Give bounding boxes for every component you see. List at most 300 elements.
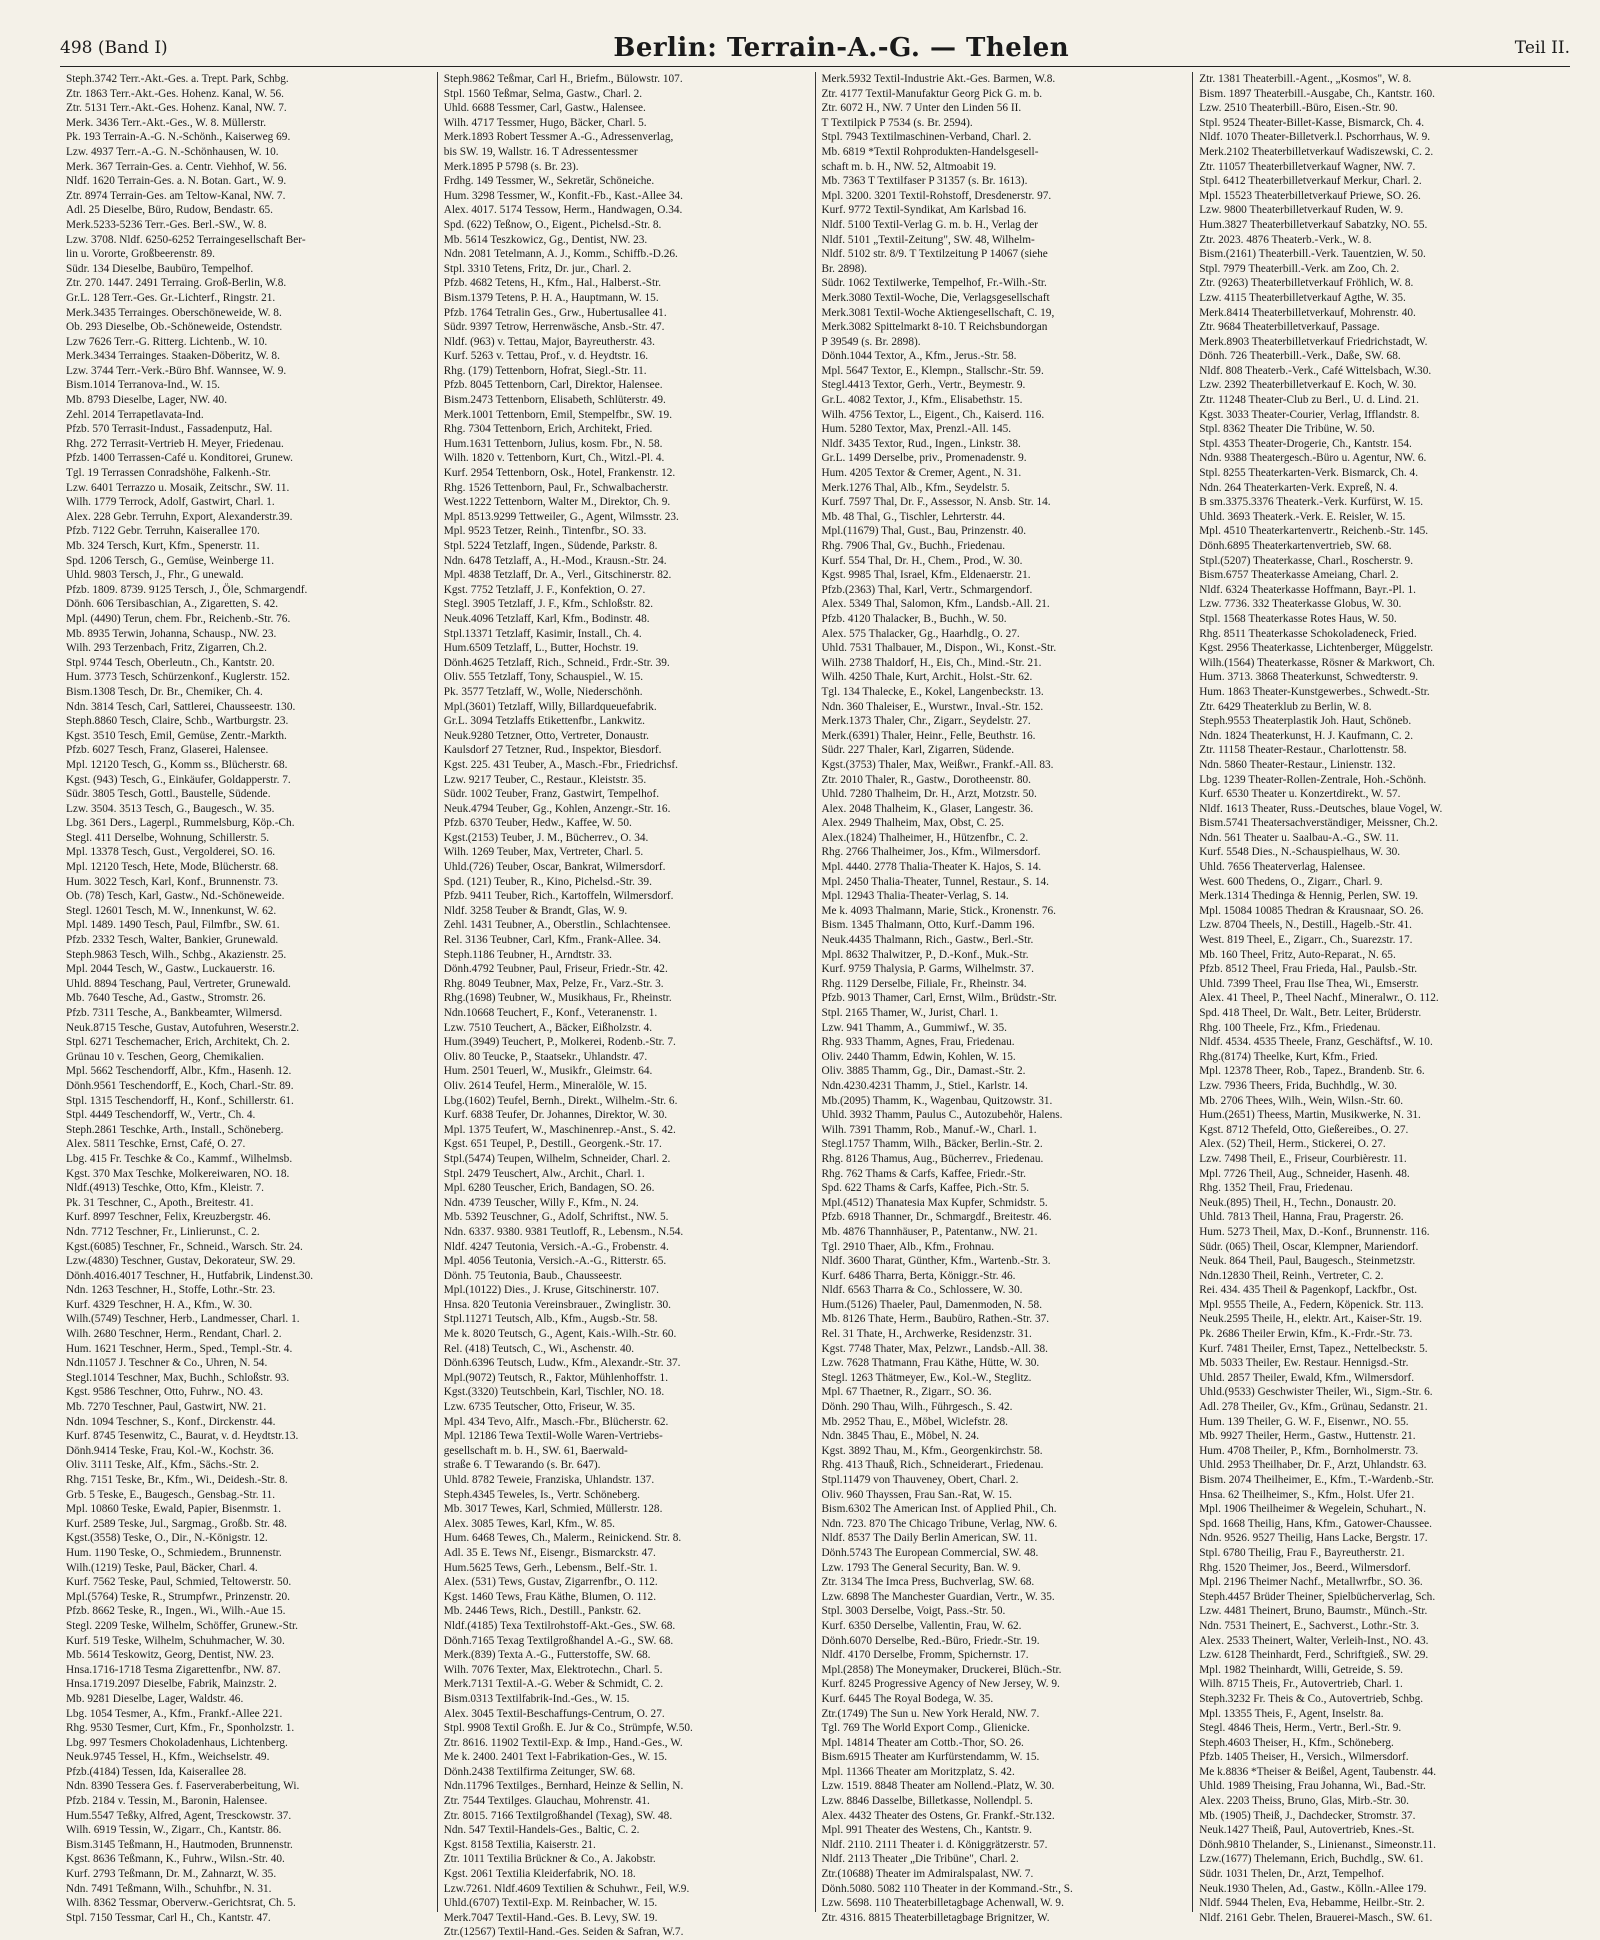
directory-entry: Stpl.(5207) Theaterkasse, Charl., Roscherstr. 9.	[1199, 554, 1414, 567]
directory-entry: Zehl. 2014 Terrapetlavata-Ind.	[66, 408, 204, 421]
directory-entry: Ztr. 1011 Textilia Brückner & Co., A. Jakobstr.	[443, 1853, 656, 1866]
directory-column-4	[1193, 72, 1570, 1924]
directory-entry: Rhg.(1698) Teubner, W., Musikhaus, Fr., Rheinstr.	[443, 992, 672, 1005]
directory-entry: Lzw. 8704 Theels, N., Destill., Hagelb.-Str. 41.	[1199, 919, 1412, 932]
directory-entry: straße 6. T Tewarando (s. Br. 647).	[443, 1459, 601, 1472]
directory-entry: Alex. 41 Theel, P., Theel Nachf., Mineralwr., O. 112.	[1199, 992, 1439, 1005]
directory-entry: Stegl.1757 Thamm, Wilh., Bäcker, Berlin.-Str. 2.	[821, 1138, 1043, 1151]
directory-entry: Lzw. 8846 Dasselbe, Billetkasse, Nollendpl. 5.	[821, 1795, 1033, 1808]
directory-entry: Uhld. 6688 Tessmer, Carl, Gastw., Halensee.	[443, 102, 646, 115]
directory-entry: Neuk.2595 Theile, H., elektr. Art., Kaiser-Str. 19.	[1199, 1313, 1422, 1326]
directory-entry: Mpl. 4056 Teutonia, Versich.-A.-G., Ritterstr. 65.	[443, 1255, 667, 1268]
directory-entry: Nldf. 2110. 2111 Theater i. d. Königgrätzerstr. 57.	[821, 1838, 1048, 1851]
directory-entry: Steph.3742 Terr.-Akt.-Ges. a. Trept. Park, Schbg.	[66, 73, 289, 85]
directory-entry: Ndn. 264 Theaterkarten-Verk. Expreß, N. 4.	[1199, 481, 1398, 494]
directory-entry: Dönh.2438 Textilfirma Zeitunger, SW. 68.	[443, 1765, 636, 1778]
directory-entry: Rhg. 7151 Teske, Br., Kfm., Wi., Deidesh.-Str. 8.	[66, 1474, 288, 1486]
directory-entry: Pfzb. 8512 Theel, Frau Frieda, Hal., Paulsb.-Str.	[1199, 963, 1418, 976]
directory-entry: Mpl. 12186 Tewa Textil-Wolle Waren-Vertriebs-	[443, 1430, 663, 1443]
directory-entry: Rhg. 7304 Tettenborn, Erich, Architekt, Fried.	[443, 423, 653, 436]
directory-entry: Mb. 4876 Thannhäuser, P., Patentanw., NW. 21.	[821, 1225, 1038, 1238]
directory-entry: Pfzb. 4120 Thalacker, B., Buchh., W. 50.	[821, 612, 1007, 625]
directory-entry: Hnsa.1719.2097 Dieselbe, Fabrik, Mainzstr. 2.	[66, 1678, 277, 1691]
directory-entry: bis SW. 19, Wallstr. 16. T Adressentessmer	[443, 145, 638, 158]
directory-entry: Uhld. 2857 Theiler, Ewald, Kfm., Wilmersdorf.	[1199, 1371, 1415, 1384]
directory-entry: Bism.3145 Teßmann, H., Hautmoden, Brunnenstr.	[66, 1838, 293, 1851]
directory-entry: Lzw. 2392 Theaterbilletverkauf E. Koch, W. 30.	[1199, 379, 1417, 392]
directory-entry: Hum. 1190 Teske, O., Schmiedem., Brunnenstr.	[66, 1546, 282, 1559]
directory-entry: Alex. 2048 Thalheim, K., Glaser, Langestr. 36.	[821, 802, 1034, 815]
directory-entry: Kurf. 9772 Textil-Syndikat, Am Karlsbad 16.	[821, 204, 1027, 217]
directory-entry: Uhld. 7813 Theil, Hanna, Frau, Pragerstr. 26.	[1199, 1211, 1404, 1224]
directory-entry: Hum. 139 Theiler, G. W. F., Eisenwr., NO. 55.	[1199, 1415, 1409, 1428]
directory-entry: Kurf. 8745 Tesenwitz, C., Baurat, v. d. Heydtstr.13.	[66, 1430, 299, 1443]
directory-entry: Pk. 2686 Theiler Erwin, Kfm., K.-Frdr.-Str. 73.	[1199, 1328, 1413, 1341]
directory-entry: Steph.4603 Theiser, H., Kfm., Schöneberg.	[1199, 1736, 1394, 1749]
directory-entry: Steph.2861 Teschke, Arth., Install., Schöneberg.	[66, 1123, 284, 1136]
directory-entry: Mpl. 12120 Tesch, G., Komm ss., Blücherstr. 68.	[66, 758, 288, 771]
directory-entry: Ztr. 3134 The Imca Press, Buchverlag, SW. 68.	[821, 1576, 1035, 1589]
directory-entry: Lzw. 6735 Teutscher, Otto, Friseur, W. 35.	[443, 1401, 636, 1414]
directory-entry: Ndn. 6478 Tetzlaff, A., H.-Mod., Krausn.-Str. 24.	[443, 554, 667, 567]
directory-entry: Steph.4345 Teweles, Is., Vertr. Schöneberg.	[443, 1488, 640, 1501]
directory-entry: Ndn. 3814 Tesch, Carl, Sattlerei, Chausseestr. 130.	[66, 700, 296, 713]
directory-entry: Merk.(6391) Thaler, Heinr., Felle, Beuthstr. 16.	[821, 729, 1036, 742]
directory-entry: Hum.(3949) Teuchert, P., Molkerei, Rodenb.-Str. 7.	[443, 1036, 676, 1049]
directory-entry: Mpl. 991 Theater des Westens, Ch., Kantstr. 9.	[821, 1824, 1032, 1837]
page-volume-ref: 498 (Band I)	[60, 38, 168, 58]
directory-entry: Südr. 9397 Tetrow, Herrenwäsche, Ansb.-Str. 47.	[443, 321, 665, 334]
directory-entry: B sm.3375.3376 Theaterk.-Verk. Kurfürst, W. 15.	[1199, 496, 1424, 509]
directory-entry: Pfzb. 4682 Tetens, H., Kfm., Hal., Halberst.-Str.	[443, 277, 662, 290]
directory-entry: Nldf. (963) v. Tettau, Major, Bayreutherstr. 43.	[443, 335, 655, 348]
directory-entry: Kurf. 9759 Thalysia, P. Garms, Wilhelmstr. 37.	[821, 963, 1034, 976]
directory-entry: Alex. (52) Theil, Herm., Stickerei, O. 27.	[1199, 1138, 1386, 1151]
directory-entry: Lzw. 6898 The Manchester Guardian, Vertr., W. 35.	[821, 1590, 1055, 1603]
directory-entry: Dönh.6070 Derselbe, Red.-Büro, Friedr.-Str. 19.	[821, 1634, 1040, 1647]
directory-entry: Kaulsdorf 27 Tetzner, Rud., Inspektor, Biesdorf.	[443, 744, 662, 757]
directory-entry: Ob. 293 Dieselbe, Ob.-Schöneweide, Ostendstr.	[66, 321, 283, 334]
directory-entry: Kurf. 8997 Teschner, Felix, Kreuzbergstr. 46.	[66, 1211, 271, 1224]
directory-entry: Dönh.5743 The European Commercial, SW. 48.	[821, 1546, 1039, 1559]
directory-entry: Kgst. 370 Max Teschke, Molkereiwaren, NO. 18.	[66, 1167, 290, 1180]
directory-entry: Wilh. 4756 Textor, L., Eigent., Ch., Kaiserd. 116.	[821, 408, 1045, 421]
directory-entry: Ndn.10668 Teuchert, F., Konf., Veteranenstr. 1.	[443, 1007, 658, 1019]
directory-entry: Kgst. 2061 Textilia Kleiderfabrik, NO. 18.	[443, 1868, 636, 1881]
directory-entry: Dönh.9561 Teschendorff, E., Koch, Charl.-Str. 89.	[66, 1079, 294, 1092]
directory-entry: Rhg. 8126 Thamus, Aug., Bücherrev., Friedenau.	[821, 1152, 1044, 1165]
directory-entry: Kurf. 5263 v. Tettau, Prof., v. d. Heydtstr. 16.	[443, 350, 649, 363]
directory-entry: Mpl. 1489. 1490 Tesch, Paul, Filmfbr., SW. 61.	[66, 919, 280, 932]
directory-entry: Wilh. 2680 Teschner, Herm., Rendant, Charl. 2.	[66, 1328, 282, 1341]
directory-entry: Südr. 1062 Textilwerke, Tempelhof, Fr.-Wilh.-Str.	[821, 277, 1047, 290]
directory-entry: Mb. 7270 Teschner, Paul, Gastwirt, NW. 21.	[66, 1401, 267, 1414]
directory-entry: Lzw. 7936 Theers, Frida, Buchhdlg., W. 30.	[1199, 1079, 1397, 1092]
directory-entry: Wilh. 7391 Thamm, Rob., Manuf.-W., Charl. 1.	[821, 1123, 1037, 1136]
directory-entry: Stpl. 9744 Tesch, Oberleutn., Ch., Kantstr. 20.	[66, 656, 275, 669]
directory-entry: Lbg.(1602) Teufel, Bernh., Direkt., Wilhelm.-Str. 6.	[443, 1094, 678, 1107]
directory-entry: Lzw. 4481 Theinert, Bruno, Baumstr., Münch.-Str.	[1199, 1605, 1428, 1618]
directory-entry: Stpl.13371 Tetzlaff, Kasimir, Install., Ch. 4.	[443, 627, 642, 640]
directory-entry: Lzw. 941 Thamm, A., Gummiwf., W. 35.	[821, 1021, 1007, 1034]
directory-entry: Me k. 2400. 2401 Text l-Fabrikation-Ges., W. 15.	[443, 1751, 668, 1764]
directory-entry: Dönh.6895 Theaterkartenvertrieb, SW. 68.	[1199, 540, 1392, 552]
directory-entry: Ndn. 5860 Theater-Restaur., Linienstr. 132.	[1199, 758, 1396, 771]
directory-entry: Mb. 160 Theel, Fritz, Auto-Reparat., N. 65.	[1199, 948, 1396, 961]
directory-entry: Lbg. 361 Ders., Lagerpl., Rummelsburg, Köp.-Ch.	[66, 817, 295, 830]
directory-entry: Uhld. 3932 Thamm, Paulus C., Autozubehör, Halens.	[821, 1109, 1063, 1122]
directory-entry: Kgst.(3320) Teutschbein, Karl, Tischler, NO. 18.	[443, 1386, 665, 1399]
directory-entry: Rhg. 1352 Theil, Frau, Friedenau.	[1199, 1182, 1353, 1195]
directory-entry: Tgl. 2910 Thaer, Alb., Kfm., Frohnau.	[821, 1240, 995, 1253]
directory-entry: Kurf. 2793 Teßmann, Dr. M., Zahnarzt, W. 35.	[66, 1868, 277, 1881]
directory-entry: Wilh. 1269 Teuber, Max, Vertreter, Charl. 5.	[443, 846, 644, 859]
directory-entry: Alex. 5349 Thal, Salomon, Kfm., Landsb.-All. 21.	[821, 598, 1050, 611]
directory-entry: Lzw.(4830) Teschner, Gustav, Dekorateur, SW. 29.	[66, 1255, 296, 1268]
directory-entry: Merk.7131 Textil-A.-G. Weber & Schmidt, C. 2.	[443, 1678, 664, 1691]
directory-entry: Merk.1373 Thaler, Chr., Zigarr., Seydelstr. 27.	[821, 715, 1031, 728]
directory-entry: Kgst. 2956 Theaterkasse, Lichtenberger, Müggelstr.	[1199, 642, 1434, 655]
directory-entry: Mpl. 12120 Tesch, Hete, Mode, Blücherstr. 68.	[66, 861, 279, 874]
directory-entry: Mpl. 15523 Theaterbilletverkauf Priewe, SO. 26.	[1199, 189, 1421, 202]
directory-column-3	[816, 72, 1194, 1924]
directory-entry: Kurf. 6530 Theater u. Konzertdirekt., W. 57.	[1199, 788, 1401, 801]
directory-entry: Kgst.(3558) Teske, O., Dir., N.-Königstr. 12.	[66, 1532, 268, 1545]
directory-entry: Mb. 8935 Terwin, Johanna, Schausp., NW. 23.	[66, 627, 277, 640]
directory-entry: Lzw.(1677) Thelemann, Erich, Buchdlg., SW. 61.	[1199, 1853, 1424, 1866]
directory-entry: Bism.1379 Tetens, P. H. A., Hauptmann, W. 15.	[443, 291, 659, 304]
directory-entry: Mb. 9281 Dieselbe, Lager, Waldstr. 46.	[66, 1692, 244, 1705]
directory-entry: Ztr. 1381 Theaterbill.-Agent., „Kosmos", W. 8.	[1199, 73, 1412, 85]
directory-entry: Kgst. 225. 431 Teuber, A., Masch.-Fbr., Friedrichsf.	[443, 758, 678, 771]
directory-entry: Uhld.(9533) Geschwister Theiler, Wi., Sigm.-Str. 6.	[1199, 1386, 1433, 1399]
directory-entry: Merk.1893 Robert Tessmer A.-G., Adressenverlag,	[443, 131, 674, 144]
directory-entry: Merk.5233-5236 Terr.-Ges. Berl.-SW., W. 8.	[66, 218, 267, 231]
directory-entry: Mpl. 4440. 2778 Thalia-Theater K. Hajos, S. 14.	[821, 861, 1042, 874]
directory-entry: Mpl. 4510 Theaterkartenvertr., Reichenb.-Str. 145.	[1199, 525, 1429, 538]
directory-entry: Ndn. 1824 Theaterkunst, H. J. Kaufmann, C. 2.	[1199, 729, 1414, 742]
directory-entry: Wilh. 8715 Theis, Fr., Autovertrieb, Charl. 1.	[1199, 1678, 1403, 1691]
directory-entry: Alex. 228 Gebr. Terruhn, Export, Alexanderstr.39.	[66, 510, 293, 523]
directory-entry: Ndn. 547 Textil-Handels-Ges., Baltic, C. 2.	[443, 1824, 640, 1837]
directory-entry: Mpl. 3200. 3201 Textil-Rohstoff, Dresdenerstr. 97.	[821, 189, 1052, 202]
directory-entry: Rhg. 933 Thamm, Agnes, Frau, Friedenau.	[821, 1036, 1015, 1049]
directory-entry: Stpl. 1315 Teschendorff, H., Konf., Schillerstr. 61.	[66, 1094, 294, 1107]
directory-entry: Hum. 5280 Textor, Max, Prenzl.-All. 145.	[821, 423, 1012, 436]
directory-entry: Rhg. 2766 Thalheimer, Jos., Kfm., Wilmersdorf.	[821, 846, 1041, 859]
directory-entry: Dönh. 290 Thau, Wilh., Führgesch., S. 42.	[821, 1401, 1013, 1414]
directory-entry: Lzw. 7510 Teuchert, A., Bäcker, Eißholzstr. 4.	[443, 1021, 653, 1034]
directory-entry: Stpl. 7979 Theaterbill.-Verk. am Zoo, Ch. 2.	[1199, 262, 1400, 275]
directory-entry: Pfzb. 1400 Terrassen-Café u. Konditorei, Grunew.	[66, 452, 293, 465]
directory-entry: Kurf. 4329 Teschner, H. A., Kfm., W. 30.	[66, 1298, 253, 1311]
directory-entry: Spd. (121) Teuber, R., Kino, Pichelsd.-Str. 39.	[443, 875, 652, 888]
directory-entry: Hum. 4708 Theiler, P., Kfm., Bornholmerstr. 73.	[1199, 1444, 1419, 1457]
directory-entry: Dönh.9810 Thelander, S., Linienanst., Simeonstr.11.	[1199, 1838, 1437, 1851]
directory-entry: Nldf. 4170 Derselbe, Fromm, Spichernstr. 17.	[821, 1649, 1029, 1662]
directory-entry: Rhg. 1129 Derselbe, Filiale, Fr., Rheinstr. 34.	[821, 977, 1027, 990]
directory-entry: Spd. (622) Teßnow, O., Eigent., Pichelsd.-Str. 8.	[443, 218, 662, 231]
directory-entry: Neuk.(895) Theil, H., Techn., Donaustr. 20.	[1199, 1196, 1397, 1209]
directory-entry: Stpl.11271 Teutsch, Alb., Kfm., Augsb.-Str. 58.	[443, 1313, 658, 1326]
directory-entry: Mpl. 2450 Thalia-Theater, Tunnel, Restaur., S. 14.	[821, 875, 1049, 888]
directory-entry: lin u. Vororte, Großbeerenstr. 89.	[66, 248, 215, 261]
directory-entry: Mb. 5614 Teskowitz, Georg, Dentist, NW. 23.	[66, 1649, 274, 1662]
directory-entry: Pfzb. 1405 Theiser, H., Versich., Wilmersdorf.	[1199, 1751, 1409, 1764]
directory-entry: Ob. (78) Tesch, Karl, Gastw., Nd.-Schöneweide.	[66, 890, 285, 903]
directory-entry: Nldf. 808 Theaterb.-Verk., Café Wittelsbach, W.30.	[1199, 364, 1432, 377]
directory-entry: Mpl.(10122) Dies., J. Kruse, Gitschinerstr. 107.	[443, 1284, 659, 1297]
directory-entry: Kurf. 6838 Teufer, Dr. Johannes, Direktor, W. 30.	[443, 1109, 668, 1122]
directory-entry: Lzw. 3708. Nldf. 6250-6252 Terraingesellschaft Ber-	[66, 233, 306, 246]
directory-entry: Oliv. 960 Thayssen, Frau San.-Rat, W. 15.	[821, 1488, 1012, 1501]
directory-entry: Alex.(1824) Thalheimer, H., Hützenfbr., C. 2.	[821, 831, 1029, 844]
directory-entry: Hnsa. 820 Teutonia Vereinsbrauer., Zwinglistr. 30.	[443, 1298, 671, 1311]
directory-entry: Hum. 5273 Theil, Max, D.-Konf., Brunnenstr. 116.	[1199, 1225, 1430, 1238]
directory-entry: Kurf. 6350 Derselbe, Vallentin, Frau, W. 62.	[821, 1619, 1022, 1632]
directory-entry: Hum.3827 Theaterbilletverkauf Sabatzky, NO. 55.	[1199, 218, 1428, 231]
directory-entry: Adl. 278 Theiler, Gv., Kfm., Grünau, Sedanstr. 21.	[1199, 1401, 1428, 1414]
directory-entry: Steph.1186 Teubner, H., Arndtstr. 33.	[443, 948, 612, 961]
directory-entry: Hum.1631 Tettenborn, Julius, kosm. Fbr., N. 58.	[443, 437, 663, 450]
directory-entry: Lzw. 5698. 110 Theaterbilletagbage Achenwall, W. 9.	[821, 1897, 1064, 1910]
directory-entry: Neuk.8715 Tesche, Gustav, Autofuhren, Weserstr.2.	[66, 1021, 300, 1034]
directory-entry: Nldf. 6563 Tharra & Co., Schlossere, W. 30.	[821, 1284, 1023, 1297]
directory-entry: Rhg. 1520 Theimer, Jos., Beerd., Wilmersdorf.	[1199, 1561, 1411, 1574]
directory-entry: Uhld.(726) Teuber, Oscar, Bankrat, Wilmersdorf.	[443, 861, 666, 874]
directory-entry: Ztr. 270. 1447. 2491 Terraing. Groß-Berlin, W.8.	[66, 277, 287, 290]
directory-entry: Alex. 3045 Textil-Beschaffungs-Centrum, O. 27.	[443, 1707, 665, 1720]
directory-entry: Uhld. 7531 Thalbauer, M., Dispon., Wi., Konst.-Str.	[821, 642, 1057, 655]
directory-entry: Merk.3082 Spittelmarkt 8-10. T Reichsbundorgan	[821, 321, 1048, 334]
directory-entry: Gr.L. 1499 Derselbe, priv., Promenadenstr. 9.	[821, 452, 1027, 465]
directory-entry: Ztr. 2010 Thaler, R., Gastw., Dorotheenstr. 80.	[821, 773, 1031, 786]
directory-entry: Lzw. 7498 Theil, E., Friseur, Courbièrestr. 11.	[1199, 1152, 1407, 1165]
directory-entry: Rhg. 7906 Thal, Gv., Buchh., Friedenau.	[821, 540, 1006, 552]
directory-entry: Nldf. 5102 str. 8/9. T Textilzeitung P 14067 (siehe	[821, 248, 1048, 261]
directory-entry: Kgst. 8712 Thefeld, Otto, Gießereibes., O. 27.	[1199, 1123, 1409, 1136]
directory-entry: Hum. 3773 Tesch, Schürzenkonf., Kuglerstr. 152.	[66, 671, 290, 684]
directory-entry: Ndn. 4739 Teuscher, Willy F., Kfm., N. 24.	[443, 1196, 639, 1209]
directory-entry: Mpl. 12943 Thalia-Theater-Verlag, S. 14.	[821, 890, 1009, 903]
directory-entry: Mpl.(4512) Thanatesia Max Kupfer, Schmidstr. 5.	[821, 1196, 1048, 1209]
directory-entry: Wilh. 4717 Tessmer, Hugo, Bäcker, Charl. 5.	[443, 116, 647, 129]
directory-entry: West.1222 Tettenborn, Walter M., Direktor, Ch. 9.	[443, 496, 671, 509]
directory-entry: Mpl. 15084 10085 Thedran & Krausnaar, SO. 26.	[1199, 904, 1424, 917]
directory-entry: Pfzb. 1809. 8739. 9125 Tersch, J., Öle, Schmargendf.	[66, 583, 308, 596]
directory-entry: Merk.1276 Thal, Alb., Kfm., Seydelstr. 5.	[821, 481, 1010, 494]
directory-entry: Kurf. 519 Teske, Wilhelm, Schuhmacher, W. 30.	[66, 1634, 285, 1647]
directory-entry: Ztr. 11057 Theaterbilletverkauf Wagner, NW. 7.	[1199, 160, 1416, 173]
directory-entry: Mpl.(5764) Teske, R., Strumpfwr., Prinzenstr. 20.	[66, 1590, 290, 1603]
directory-entry: Dönh.5080. 5082 110 Theater in der Kommand.-Str., S.	[821, 1882, 1073, 1895]
directory-entry: Stpl. 9524 Theater-Billet-Kasse, Bismarck, Ch. 4.	[1199, 116, 1425, 129]
directory-entry: Pfzb. 8045 Tettenborn, Carl, Direktor, Halensee.	[443, 379, 663, 392]
directory-entry: Mpl. 2196 Theimer Nachf., Metallwrfbr., SO. 36.	[1199, 1576, 1423, 1589]
directory-entry: Merk.3081 Textil-Woche Aktiengesellschaft, C. 19,	[821, 306, 1055, 319]
directory-entry: Hum. 3298 Tessmer, W., Konfit.-Fb., Kast.-Allee 34.	[443, 189, 683, 202]
directory-entry: Mb. 324 Tersch, Kurt, Kfm., Spenerstr. 11.	[66, 540, 260, 552]
directory-entry: Wilh. 6919 Tessin, W., Zigarr., Ch., Kantstr. 86.	[66, 1824, 282, 1837]
directory-entry: Neuk.9280 Tetzner, Otto, Vertreter, Donaustr.	[443, 729, 650, 742]
directory-entry: Oliv. 2614 Teufel, Herm., Mineralöle, W. 15.	[443, 1079, 647, 1092]
directory-entry: Bism.6915 Theater am Kurfürstendamm, W. 15.	[821, 1751, 1040, 1764]
directory-entry: Grünau 10 v. Teschen, Georg, Chemikalien.	[66, 1050, 264, 1063]
directory-entry: Zehl. 1431 Teubner, A., Oberstlin., Schlachtensee.	[443, 919, 671, 932]
directory-entry: Stpl. 8362 Theater Die Tribüne, W. 50.	[1199, 423, 1375, 436]
directory-entry: Wilh. 2738 Thaldorf, H., Eis, Ch., Mind.-Str. 21.	[821, 656, 1042, 669]
directory-entry: Ndn. 9526. 9527 Theilig, Hans Lacke, Bergstr. 17.	[1199, 1532, 1428, 1545]
directory-entry: Ztr. 7544 Textilges. Glauchau, Mohrenstr. 41.	[443, 1795, 650, 1808]
directory-entry: Gr.L. 128 Terr.-Ges. Gr.-Lichterf., Ringstr. 21.	[66, 291, 276, 304]
directory-entry: Alex. 2203 Theiss, Bruno, Glas, Mirb.-Str. 30.	[1199, 1795, 1409, 1808]
page-header	[60, 30, 1570, 67]
directory-entry: Mpl. 13355 Theis, F., Agent, Inselstr. 8a.	[1199, 1707, 1384, 1720]
directory-entry: Wilh. 8362 Tessmar, Oberverw.-Gerichtsrat, Ch. 5.	[66, 1897, 296, 1910]
directory-entry: Nldf. 4247 Teutonia, Versich.-A.-G., Frobenstr. 4.	[443, 1240, 669, 1253]
directory-entry: Kgst. 3033 Theater-Courier, Verlag, Ifflandstr. 8.	[1199, 408, 1420, 421]
directory-entry: Merk.3080 Textil-Woche, Die, Verlagsgesellschaft	[821, 291, 1050, 304]
directory-entry: Spd. 418 Theel, Dr. Walt., Betr. Leiter, Brüderstr.	[1199, 1007, 1422, 1019]
directory-entry: Stpl. 3310 Tetens, Fritz, Dr. jur., Charl. 2.	[443, 262, 632, 275]
directory-entry: Lzw 7626 Terr.-G. Ritterg. Lichtenb., W. 10.	[66, 335, 268, 348]
directory-entry: Wilh.(1219) Teske, Paul, Bäcker, Charl. 4.	[66, 1561, 258, 1574]
directory-entry: Wilh. 293 Terzenbach, Fritz, Zigarren, Ch.2.	[66, 642, 267, 655]
directory-entry: Uhld. 7399 Theel, Frau Ilse Thea, Wi., Emserstr.	[1199, 977, 1419, 990]
directory-entry: Rhg. 9530 Tesmer, Curt, Kfm., Fr., Sponholzstr. 1.	[66, 1722, 295, 1735]
directory-entry: Lzw. 9217 Teuber, C., Restaur., Kleiststr. 35.	[443, 773, 647, 786]
directory-entry: Hum. 1621 Teschner, Herm., Sped., Templ.-Str. 4.	[66, 1342, 293, 1355]
directory-entry: Merk.8414 Theaterbilletverkauf, Mohrenstr. 40.	[1199, 306, 1416, 319]
directory-entry: Dönh.4016.4017 Teschner, H., Hutfabrik, Lindenst.30.	[66, 1269, 314, 1282]
directory-entry: Lbg. 997 Tesmers Chokoladenhaus, Lichtenberg.	[66, 1736, 288, 1749]
directory-entry: Alex. 575 Thalacker, Gg., Haarhdlg., O. 27.	[821, 627, 1020, 640]
directory-entry: Nldf. 5101 „Textil-Zeitung", SW. 48, Wilhelm-	[821, 233, 1035, 246]
directory-entry: Pfzb. 6027 Tesch, Franz, Glaserei, Halensee.	[66, 744, 269, 757]
directory-entry: Mb. 5033 Theiler, Ew. Restaur. Hennigsd.-Str.	[1199, 1357, 1409, 1370]
directory-entry: Merk.2102 Theaterbilletverkauf Wadiszewski, C. 2.	[1199, 145, 1434, 158]
directory-entry: Merk.8903 Theaterbilletverkauf Friedrichstadt, W.	[1199, 335, 1428, 348]
directory-entry: Pk. 31 Teschner, C., Apoth., Breitestr. 41.	[66, 1196, 254, 1209]
directory-entry: Wilh. 1820 v. Tettenborn, Kurt, Ch., Witzl.-Pl. 4.	[443, 452, 665, 465]
directory-entry: Bism.6302 The American Inst. of Applied Phil., Ch.	[821, 1503, 1057, 1516]
directory-entry: Wilh.(5749) Teschner, Herb., Landmesser, Charl. 1.	[66, 1313, 300, 1326]
directory-entry: Bism.1014 Terranova-Ind., W. 15.	[66, 379, 221, 392]
directory-entry: Bism. 1345 Thalmann, Otto, Kurf.-Damm 196.	[821, 919, 1035, 932]
directory-entry: Ztr. 2023. 4876 Theaterb.-Verk., W. 8.	[1199, 233, 1372, 246]
directory-entry: Kgst. 9985 Thal, Israel, Kfm., Eldenaerstr. 21.	[821, 569, 1031, 582]
directory-entry: Kurf. 6445 The Royal Bodega, W. 35.	[821, 1692, 994, 1705]
directory-entry: Pk. 3577 Tetzlaff, W., Wolle, Niederschönh.	[443, 685, 643, 698]
directory-entry: Kgst. 651 Teupel, P., Destill., Georgenk.-Str. 17.	[443, 1138, 662, 1151]
directory-entry: Rhg. 1526 Tettenborn, Paul, Fr., Schwalbacherstr.	[443, 481, 669, 494]
directory-entry: Mpl. 2044 Tesch, W., Gastw., Luckauerstr. 16.	[66, 963, 276, 976]
directory-entry: Stegl. 411 Derselbe, Wohnung, Schillerstr. 5.	[66, 831, 270, 844]
directory-entry: Pfzb. 570 Terrasit-Indust., Fassadenputz, Hal.	[66, 423, 273, 436]
directory-entry: Stpl. 7943 Textilmaschinen-Verband, Charl. 2.	[821, 131, 1032, 144]
directory-entry: Spd. 1206 Tersch, G., Gemüse, Weinberge 11.	[66, 554, 275, 567]
directory-entry: Adl. 25 Dieselbe, Büro, Rudow, Bendastr. 65.	[66, 204, 273, 217]
directory-entry: Oliv. 80 Teucke, P., Staatsekr., Uhlandstr. 47.	[443, 1050, 648, 1063]
directory-entry: Wilh. 1779 Terrock, Adolf, Gastwirt, Charl. 1.	[66, 496, 275, 509]
directory-entry: Mpl. 434 Tevo, Alfr., Masch.-Fbr., Blücherstr. 62.	[443, 1415, 669, 1428]
directory-entry: Steph.4457 Brüder Theiner, Spielbücherverlag, Sch.	[1199, 1590, 1436, 1603]
directory-entry: Ndn. 3845 Thau, E., Möbel, N. 24.	[821, 1430, 980, 1443]
directory-entry: Kgst. 1460 Tews, Frau Käthe, Blumen, O. 112.	[443, 1590, 657, 1603]
directory-entry: Nldf. 2161 Gebr. Thelen, Brauerei-Masch., SW. 61.	[1199, 1911, 1433, 1924]
directory-entry: Kgst.(2153) Teuber, J. M., Bücherrev., O. 34.	[443, 831, 649, 844]
directory-entry: Steph.9863 Tesch, Wilh., Schbg., Akazienstr. 25.	[66, 948, 287, 961]
directory-entry: Ztr. (9263) Theaterbilletverkauf Fröhlich, W. 8.	[1199, 277, 1414, 290]
directory-entry: Alex. (531) Tews, Gustav, Zigarrenfbr., O. 112.	[443, 1576, 658, 1589]
directory-entry: Pfzb. 2332 Tesch, Walter, Bankier, Grunewald.	[66, 934, 279, 947]
directory-entry: Hum. 1863 Theater-Kunstgewerbes., Schwedt.-Str.	[1199, 685, 1430, 698]
directory-entry: Lzw. 1793 The General Security, Ban. W. 9.	[821, 1561, 1021, 1574]
directory-entry: Gr.L. 4082 Textor, J., Kfm., Elisabethstr. 15.	[821, 394, 1023, 407]
page-part: Teil II.	[1514, 38, 1570, 58]
directory-entry: Rel. 3136 Teubner, Carl, Kfm., Frank-Allee. 34.	[443, 934, 661, 947]
directory-entry: Ztr. 1863 Terr.-Akt.-Ges. Hohenz. Kanal, W. 56.	[66, 87, 284, 100]
directory-entry: Mb. 7640 Tesche, Ad., Gastw., Stromstr. 26.	[66, 992, 266, 1005]
directory-entry: Nldf. 4534. 4535 Theele, Franz, Geschäftsf., W. 10.	[1199, 1036, 1433, 1049]
directory-entry: Kgst. 3892 Thau, M., Kfm., Georgenkirchstr. 58.	[821, 1444, 1043, 1457]
directory-entry: Rhg. 8049 Teubner, Max, Pelze, Fr., Varz.-Str. 3.	[443, 977, 664, 990]
directory-entry: Mpl. 9523 Tetzer, Reinh., Tintenfbr., SO. 33.	[443, 525, 647, 538]
directory-entry: Alex. 5811 Teschke, Ernst, Café, O. 27.	[66, 1138, 246, 1151]
directory-entry: Stpl.(5474) Teupen, Wilhelm, Schneider, Charl. 2.	[443, 1152, 671, 1165]
directory-entry: Stpl. 8255 Theaterkarten-Verk. Bismarck, Ch. 4.	[1199, 467, 1419, 480]
directory-entry: Pfzb. 9013 Thamer, Carl, Ernst, Wilm., Brüdstr.-Str.	[821, 992, 1057, 1005]
directory-entry: Pfzb.(2363) Thal, Karl, Vertr., Schmargendorf.	[821, 583, 1033, 596]
directory-entry: Ztr. 8616. 11902 Textil-Exp. & Imp., Hand.-Ges., W.	[443, 1736, 683, 1749]
directory-entry: Pfzb. 1764 Tetralin Ges., Grw., Hubertusallee 41.	[443, 306, 667, 319]
directory-entry: Alex. 4017. 5174 Tessow, Herm., Handwagen, O.34.	[443, 204, 683, 217]
directory-entry: Merk.3434 Terrainges. Staaken-Döberitz, W. 8.	[66, 350, 280, 363]
directory-entry: Südr. 3805 Tesch, Gottl., Baustelle, Südende.	[66, 788, 271, 801]
directory-entry: Dönh.4625 Tetzlaff, Rich., Schneid., Frdr.-Str. 39.	[443, 656, 670, 669]
directory-entry: P 39549 (s. Br. 2898).	[821, 335, 921, 348]
directory-entry: Bism. 2074 Theilheimer, E., Kfm., T.-Wardenb.-Str.	[1199, 1474, 1434, 1486]
directory-entry: Frdhg. 149 Tessmer, W., Sekretär, Schöneiche.	[443, 175, 655, 188]
directory-entry: Ztr. 4316. 8815 Theaterbilletagbage Brignitzer, W.	[821, 1911, 1050, 1924]
directory-entry: Lzw. 1519. 8848 Theater am Nollend.-Platz, W. 30.	[821, 1780, 1055, 1793]
directory-entry: Kgst. 8636 Teßmann, K., Fuhrw., Wilsn.-Str. 40.	[66, 1853, 285, 1866]
directory-entry: Gr.L. 3094 Tetzlaffs Etikettenfbr., Lankwitz.	[443, 715, 645, 728]
directory-entry: Ndn.11796 Textilges., Bernhard, Heinze & Sellin, N.	[443, 1780, 684, 1793]
directory-entry: Ztr. 9684 Theaterbilletverkauf, Passage.	[1199, 321, 1380, 334]
directory-entry: Dönh.9414 Teske, Frau, Kol.-W., Kochstr. 36.	[66, 1444, 274, 1457]
directory-entry: Dönh. 726 Theaterbill.-Verk., Daße, SW. 68.	[1199, 350, 1401, 363]
directory-entry: Wilh.(1564) Theaterkasse, Rösner & Markwort, Ch.	[1199, 656, 1435, 669]
directory-entry: Adl. 35 E. Tews Nf., Eisengr., Bismarckstr. 47.	[443, 1546, 656, 1559]
directory-entry: Stpl. 6780 Theilig, Frau F., Bayreutherstr. 21.	[1199, 1546, 1405, 1559]
directory-entry: Mpl. 4838 Tetzlaff, Dr. A., Verl., Gitschinerstr. 82.	[443, 569, 672, 582]
directory-entry: Mb. 6819 *Textil Rohprodukten-Handelsgesell-	[821, 145, 1039, 158]
directory-entry: Kgst.(3753) Thaler, Max, Weißwr., Frankf.-All. 83.	[821, 758, 1054, 771]
directory-entry: Lzw. 7628 Thatmann, Frau Käthe, Hütte, W. 30.	[821, 1357, 1040, 1370]
directory-entry: gesellschaft m. b. H., SW. 61, Baerwald-	[443, 1444, 628, 1457]
directory-entry: Kgst. 8158 Textilia, Kaiserstr. 21.	[443, 1838, 596, 1851]
directory-entry: Uhld. 3693 Theaterk.-Verk. E. Reisler, W. 15.	[1199, 510, 1406, 523]
directory-entry: Merk. 367 Terrain-Ges. a. Centr. Viehhof, W. 56.	[66, 160, 287, 173]
directory-entry: Bism.5741 Theatersachverständiger, Meissner, Ch.2.	[1199, 817, 1438, 830]
directory-entry: Uhld. 9803 Tersch, J., Fhr., G unewald.	[66, 569, 244, 582]
directory-entry: Ndn.12830 Theil, Reinh., Vertreter, C. 2.	[1199, 1269, 1384, 1282]
directory-entry: Kgst. 7748 Thater, Max, Pelzwr., Landsb.-All. 38.	[821, 1342, 1048, 1355]
directory-entry: Steph.9553 Theaterplastik Joh. Haut, Schöneb.	[1199, 715, 1412, 728]
directory-entry: Bism.1308 Tesch, Dr. Br., Chemiker, Ch. 4.	[66, 685, 263, 698]
directory-entry: Rhg. 272 Terrasit-Vertrieb H. Meyer, Friedenau.	[66, 437, 284, 450]
